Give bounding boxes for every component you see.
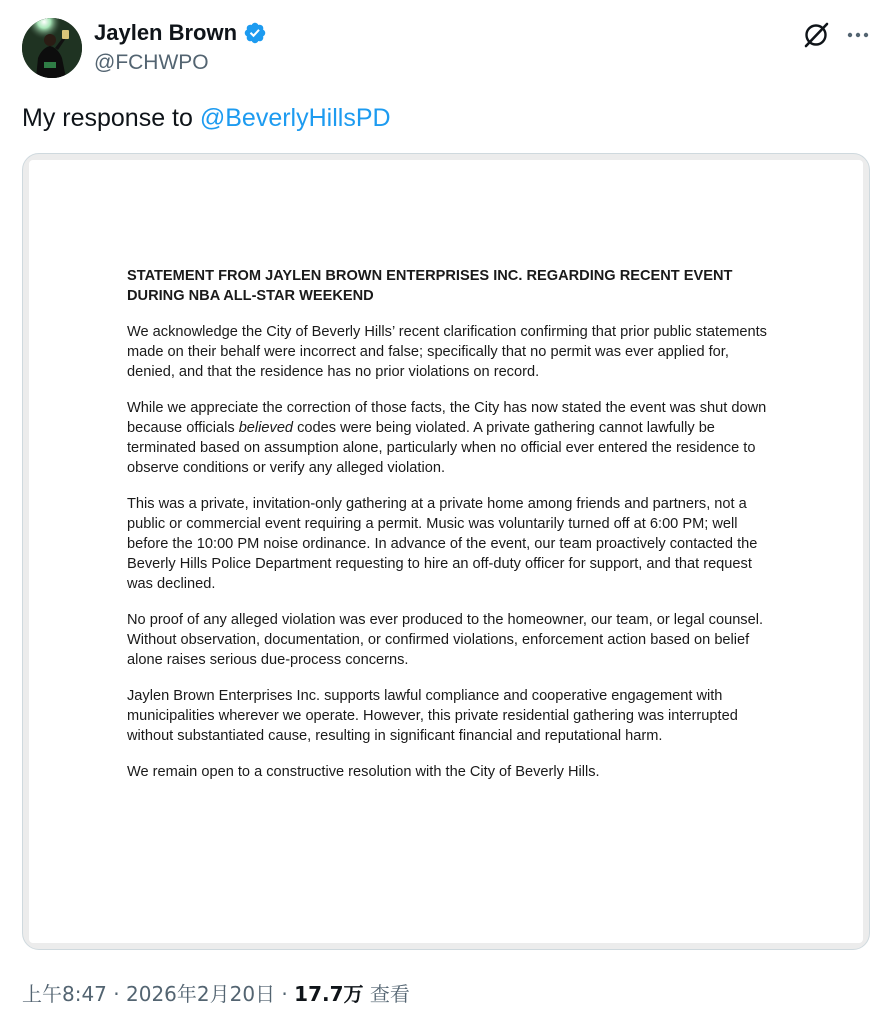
- tweet-meta: [22, 980, 410, 1008]
- author-handle[interactable]: @FCHWPO: [94, 51, 209, 74]
- tweet-timestamp-link[interactable]: [22, 982, 275, 1006]
- tweet-text-body: My response to: [22, 104, 200, 132]
- statement-document: [29, 160, 863, 943]
- grok-icon[interactable]: [800, 19, 832, 51]
- meta-separator: ·: [106, 982, 126, 1006]
- statement-paragraph: No proof of any alleged violation was ever produced to the homeowner, our team, or legal counsel. Without observation, documentation, or confirmed violations, enforcement action based on belief alone raises serious due-process concerns.: [127, 612, 764, 668]
- statement-text: While we appreciate the correction of those facts, the City has now stated the event was shut down because officials: [127, 400, 767, 436]
- media-image-card[interactable]: [22, 153, 870, 950]
- views-count: 17.7万: [294, 982, 364, 1006]
- tweet-date: 2026年2月20日: [126, 982, 276, 1006]
- tweet-text: [22, 102, 391, 134]
- author-name: Jaylen Brown: [94, 20, 238, 45]
- more-options-icon[interactable]: [842, 19, 874, 51]
- statement-paragraph: We acknowledge the City of Beverly Hills’ recent clarification confirming that prior public statements made on their behalf were incorrect and false; specifically that no permit was ever applied for, denied, and that the residence has no prior violations on record.: [127, 324, 767, 380]
- statement-paragraph: [127, 398, 777, 478]
- statement-paragraph: This was a private, invitation-only gathering at a private home among friends and partners, not a public or commercial event requiring a permit. Music was voluntarily turned off at 6:00 PM; well before the 10:00 PM noise ordinance. In advance of the event, our team proactively contacted the Beverly Hills Police Department requesting to hire an off-duty officer for support, and that request was declined.: [127, 496, 758, 592]
- statement-paragraph: We remain open to a constructive resolution with the City of Beverly Hills.: [127, 764, 600, 780]
- avatar-photo: [22, 18, 82, 78]
- meta-separator: ·: [275, 982, 295, 1006]
- tweet-time: 上午8:47: [22, 982, 107, 1006]
- author-name-link[interactable]: [94, 20, 267, 46]
- statement-paragraph: Jaylen Brown Enterprises Inc. supports lawful compliance and cooperative engagement with municipalities wherever we operate. However, this private residential gathering was interrupted without substantiated cause, resulting in significant financial and reputational harm.: [127, 688, 738, 744]
- statement-title: STATEMENT FROM JAYLEN BROWN ENTERPRISES INC. REGARDING RECENT EVENT DURING NBA ALL-STAR WEEKEND: [127, 268, 733, 304]
- mention-link[interactable]: @BeverlyHillsPD: [199, 104, 391, 132]
- statement-emphasis: believed: [238, 420, 294, 436]
- views-label: 查看: [363, 982, 410, 1006]
- verified-badge-icon: [243, 21, 267, 45]
- avatar[interactable]: [22, 18, 82, 78]
- statement-text: codes were being violated. A private gathering cannot lawfully be terminated based on assumption alone, particularly when no official ever entered the residence to observe conditions or verify any alleged violation.: [127, 420, 756, 476]
- statement-document-body: [127, 266, 777, 798]
